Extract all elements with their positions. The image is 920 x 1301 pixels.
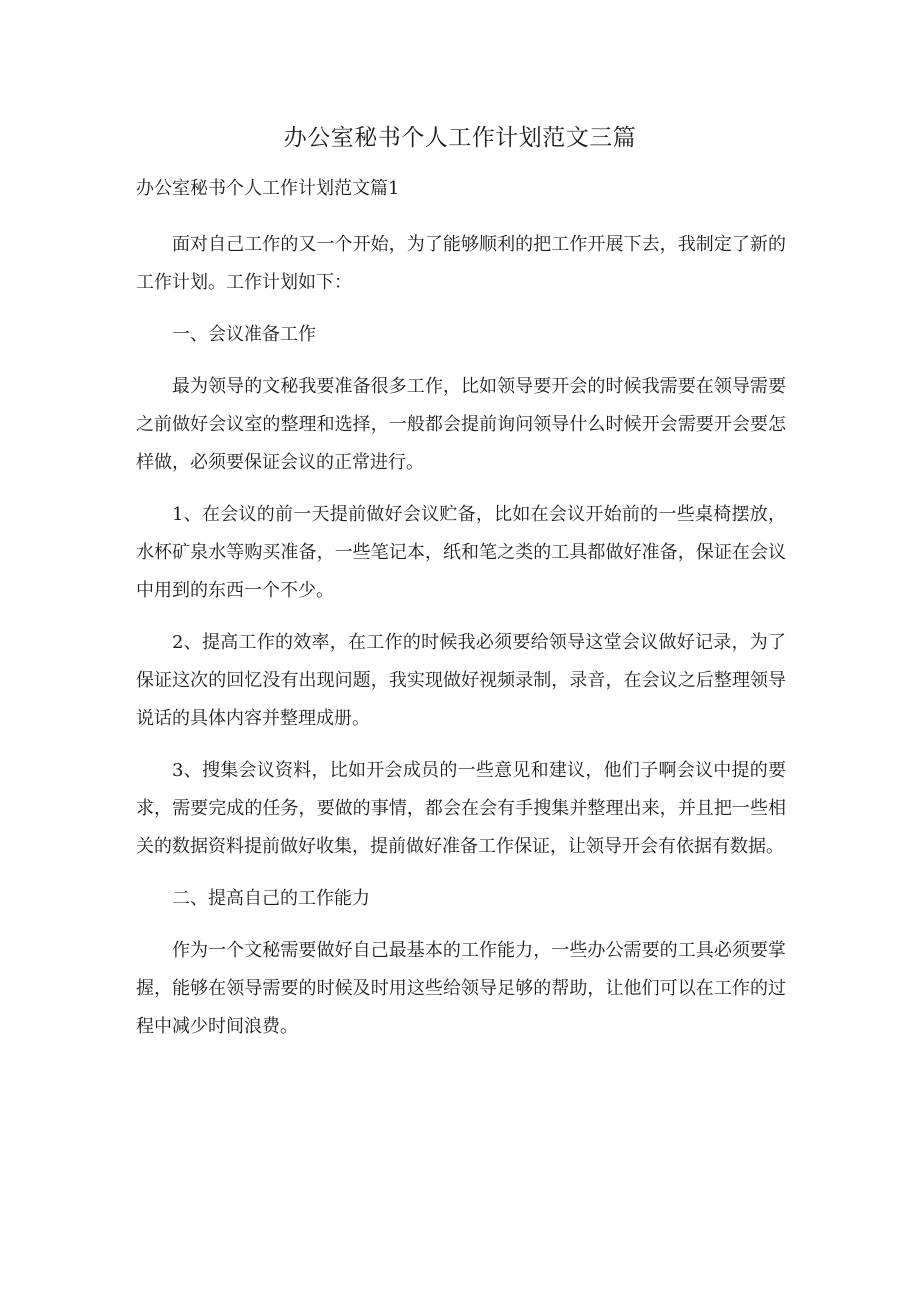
paragraph-improve-ability: 作为一个文秘需要做好自己最基本的工作能力，一些办公需要的工具必须要掌握，能够在领导需要的时候及时用这些给领导足够的帮助，让他们可以在工作的过程中减少时间浪费。: [136, 940, 786, 1037]
document-body: [136, 170, 786, 1060]
list-item-3: 3、搜集会议资料，比如开会成员的一些意见和建议，他们子啊会议中提的要求，需要完成的任务，要做的事情，都会在会有手搜集并整理出来，并且把一些相关的数据资料提前做好收集，提前做好准备工作保证，让领导开会有依据有数据。: [136, 760, 786, 857]
paragraph-intro: 面对自己工作的又一个开始，为了能够顺利的把工作开展下去，我制定了新的工作计划。工作计划如下：: [136, 234, 786, 293]
list-item-2: 2、提高工作的效率，在工作的时候我必须要给领导这堂会议做好记录，为了保证这次的回忆没有出现问题，我实现做好视频录制，录音，在会议之后整理领导说话的具体内容并整理成册。: [136, 632, 786, 729]
section-subtitle: 办公室秘书个人工作计划范文篇1: [136, 178, 400, 199]
paragraph-meeting-preparation: 最为领导的文秘我要准备很多工作，比如领导要开会的时候我需要在领导需要之前做好会议室的整理和选择，一般都会提前询问领导什么时候开会需要开会要怎样做，必须要保证会议的正常进行。: [136, 376, 786, 473]
list-item-1: 1、在会议的前一天提前做好会议贮备，比如在会议开始前的一些桌椅摆放，水杯矿泉水等购买准备，一些笔记本，纸和笔之类的工具都做好准备，保证在会议中用到的东西一个不少。: [136, 504, 786, 601]
document-title: 办公室秘书个人工作计划范文三篇: [283, 125, 637, 151]
heading-improve-ability: 二、提高自己的工作能力: [172, 888, 370, 909]
heading-meeting-preparation: 一、会议准备工作: [172, 324, 316, 345]
